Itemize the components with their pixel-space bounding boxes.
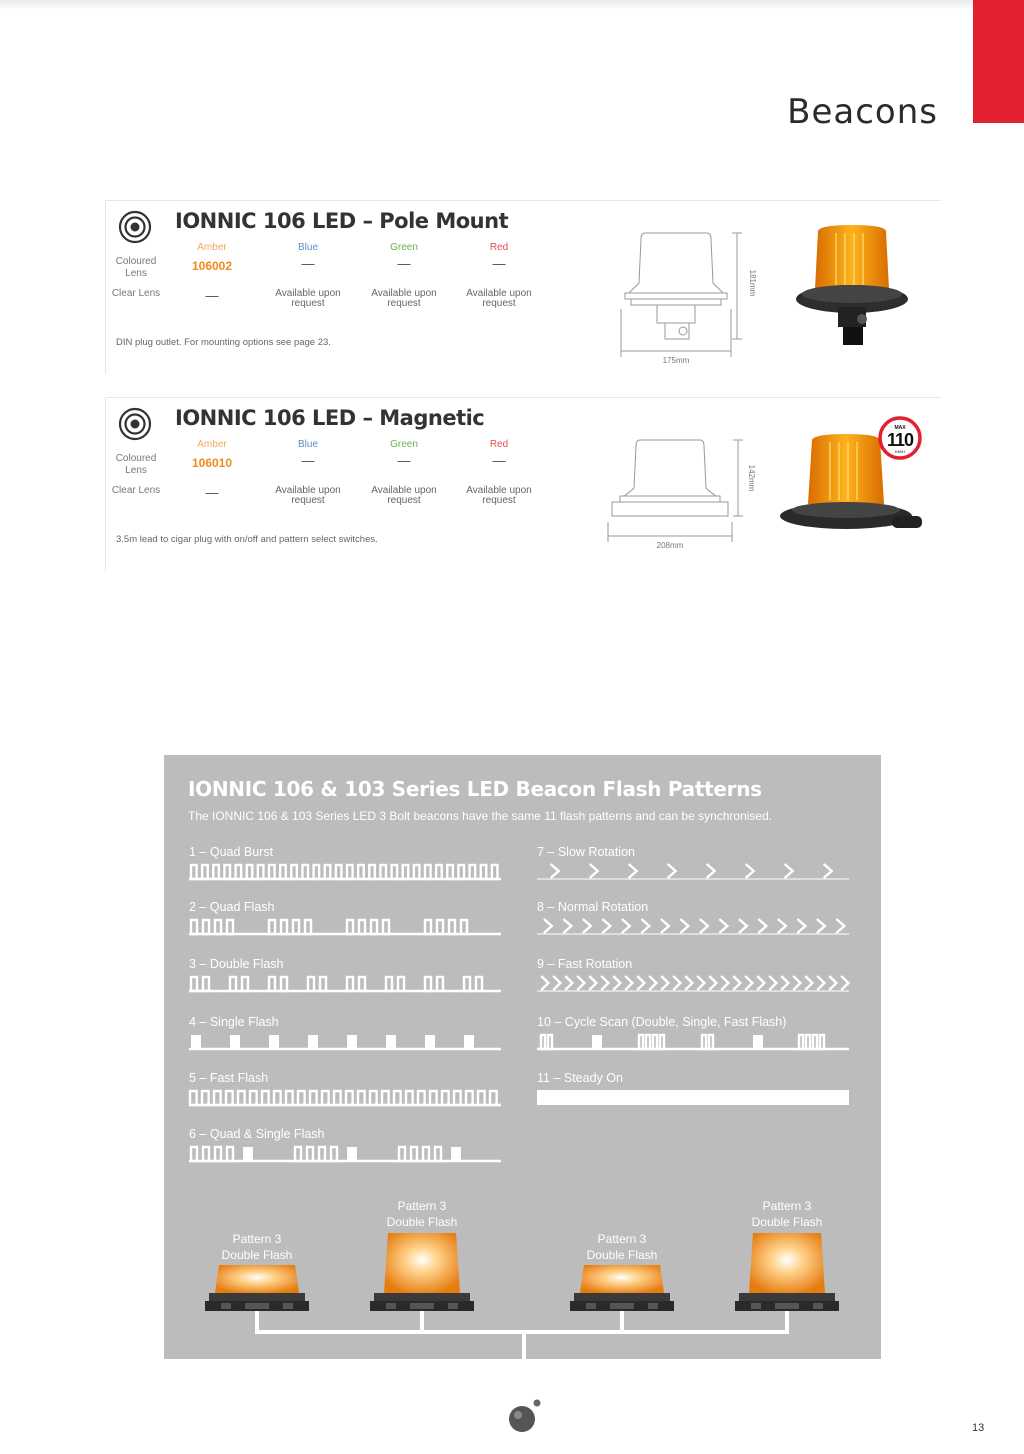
product-note: DIN plug outlet. For mounting options see page 23. xyxy=(116,337,331,348)
col-head-amber: Amber xyxy=(197,242,227,253)
cell-value: — xyxy=(301,256,315,271)
cell-value: — xyxy=(492,453,506,468)
pattern-label: 3 – Double Flash xyxy=(189,957,284,971)
speed-badge-top: MAX xyxy=(894,425,906,431)
cell-value: — xyxy=(301,453,315,468)
col-head-green: Green xyxy=(390,242,418,253)
beacon-icon xyxy=(205,1263,309,1311)
cell-value: Available upon request xyxy=(275,485,341,506)
beacon-label xyxy=(362,1198,482,1230)
coloured-lens-label: Coloured Lens xyxy=(115,256,157,279)
pattern-label: 9 – Fast Rotation xyxy=(537,957,633,971)
col-head-red: Red xyxy=(489,439,509,450)
pattern-label: 11 – Steady On xyxy=(537,1071,623,1085)
beacon-label xyxy=(562,1231,682,1263)
pattern-label: 8 – Normal Rotation xyxy=(537,900,649,914)
beacon-label-pattern: Pattern 3 xyxy=(597,1232,647,1246)
col-head-blue: Blue xyxy=(297,242,318,253)
page-title: Beacons xyxy=(787,92,938,132)
width-dimension: 208mm xyxy=(656,541,684,550)
page-number: 13 xyxy=(972,1422,985,1434)
pattern-label: 10 – Cycle Scan (Double, Single, Fast Flash) xyxy=(537,1015,787,1029)
part-number: 106002 xyxy=(191,259,233,273)
target-icon xyxy=(118,210,152,244)
beacon-label-pattern: Pattern 3 xyxy=(397,1199,447,1213)
cell-value: Available upon request xyxy=(466,485,532,506)
top-shade xyxy=(0,0,1024,10)
product-card-magnetic xyxy=(105,397,941,571)
coloured-lens-label: Coloured Lens xyxy=(115,453,157,476)
cell-value: Available upon request xyxy=(275,288,341,309)
pattern-label: 1 – Quad Burst xyxy=(189,845,274,859)
panel-subtitle: The IONNIC 106 & 103 Series LED 3 Bolt beacons have the same 11 flash patterns and can be synchronised. xyxy=(188,809,773,823)
dimension-drawing xyxy=(611,221,761,371)
cell-value: — xyxy=(397,256,411,271)
pattern-label: 2 – Quad Flash xyxy=(189,900,275,914)
section-tab xyxy=(973,0,1024,123)
beacon-label xyxy=(197,1231,317,1263)
clear-lens-label: Clear Lens xyxy=(111,485,161,496)
pattern-label: 6 – Quad & Single Flash xyxy=(189,1127,325,1141)
product-title: IONNIC 106 LED – Pole Mount xyxy=(175,209,509,233)
target-icon xyxy=(118,407,152,441)
product-card-pole-mount xyxy=(105,200,941,374)
pattern-label: 7 – Slow Rotation xyxy=(537,845,635,859)
pattern-label: 4 – Single Flash xyxy=(189,1015,279,1029)
beacon-label-pattern: Pattern 3 xyxy=(762,1199,812,1213)
cell-value: Available upon request xyxy=(466,288,532,309)
beacon-label-mode: Double Flash xyxy=(221,1248,293,1262)
cell-value: — xyxy=(205,288,219,303)
cell-value: — xyxy=(205,485,219,500)
width-dimension: 175mm xyxy=(662,356,690,365)
height-dimension: 142mm xyxy=(747,464,756,492)
beacon-label-pattern: Pattern 3 xyxy=(232,1232,282,1246)
col-head-red: Red xyxy=(489,242,509,253)
beacon-label-mode: Double Flash xyxy=(586,1248,658,1262)
product-title: IONNIC 106 LED – Magnetic xyxy=(175,406,485,430)
product-note: 3.5m lead to cigar plug with on/off and pattern select switches. xyxy=(116,534,378,545)
beacon-icon xyxy=(370,1231,474,1311)
cell-value: — xyxy=(492,256,506,271)
cell-value: Available upon request xyxy=(371,485,437,506)
beacon-label-mode: Double Flash xyxy=(751,1215,823,1229)
part-number: 106010 xyxy=(191,456,233,470)
pattern-label: 5 – Fast Flash xyxy=(189,1071,269,1085)
speed-badge-unit: KM/H xyxy=(895,449,905,454)
brand-logo-icon xyxy=(507,1398,543,1434)
clear-lens-label: Clear Lens xyxy=(111,288,161,299)
cell-value: — xyxy=(397,453,411,468)
dimension-drawing xyxy=(604,430,754,555)
speed-badge-value: 110 xyxy=(886,430,914,450)
panel-title: IONNIC 106 & 103 Series LED Beacon Flash Patterns xyxy=(188,777,762,801)
flash-patterns-panel xyxy=(164,755,881,1359)
product-image-pole-mount xyxy=(790,223,915,348)
beacon-icon xyxy=(570,1263,674,1311)
col-head-amber: Amber xyxy=(197,439,227,450)
speed-limit-badge xyxy=(878,416,922,460)
height-dimension: 181mm xyxy=(748,269,757,297)
col-head-green: Green xyxy=(390,439,418,450)
col-head-blue: Blue xyxy=(297,439,318,450)
beacon-icon xyxy=(735,1231,839,1311)
beacon-label xyxy=(727,1198,847,1230)
cell-value: Available upon request xyxy=(371,288,437,309)
beacon-label-mode: Double Flash xyxy=(386,1215,458,1229)
